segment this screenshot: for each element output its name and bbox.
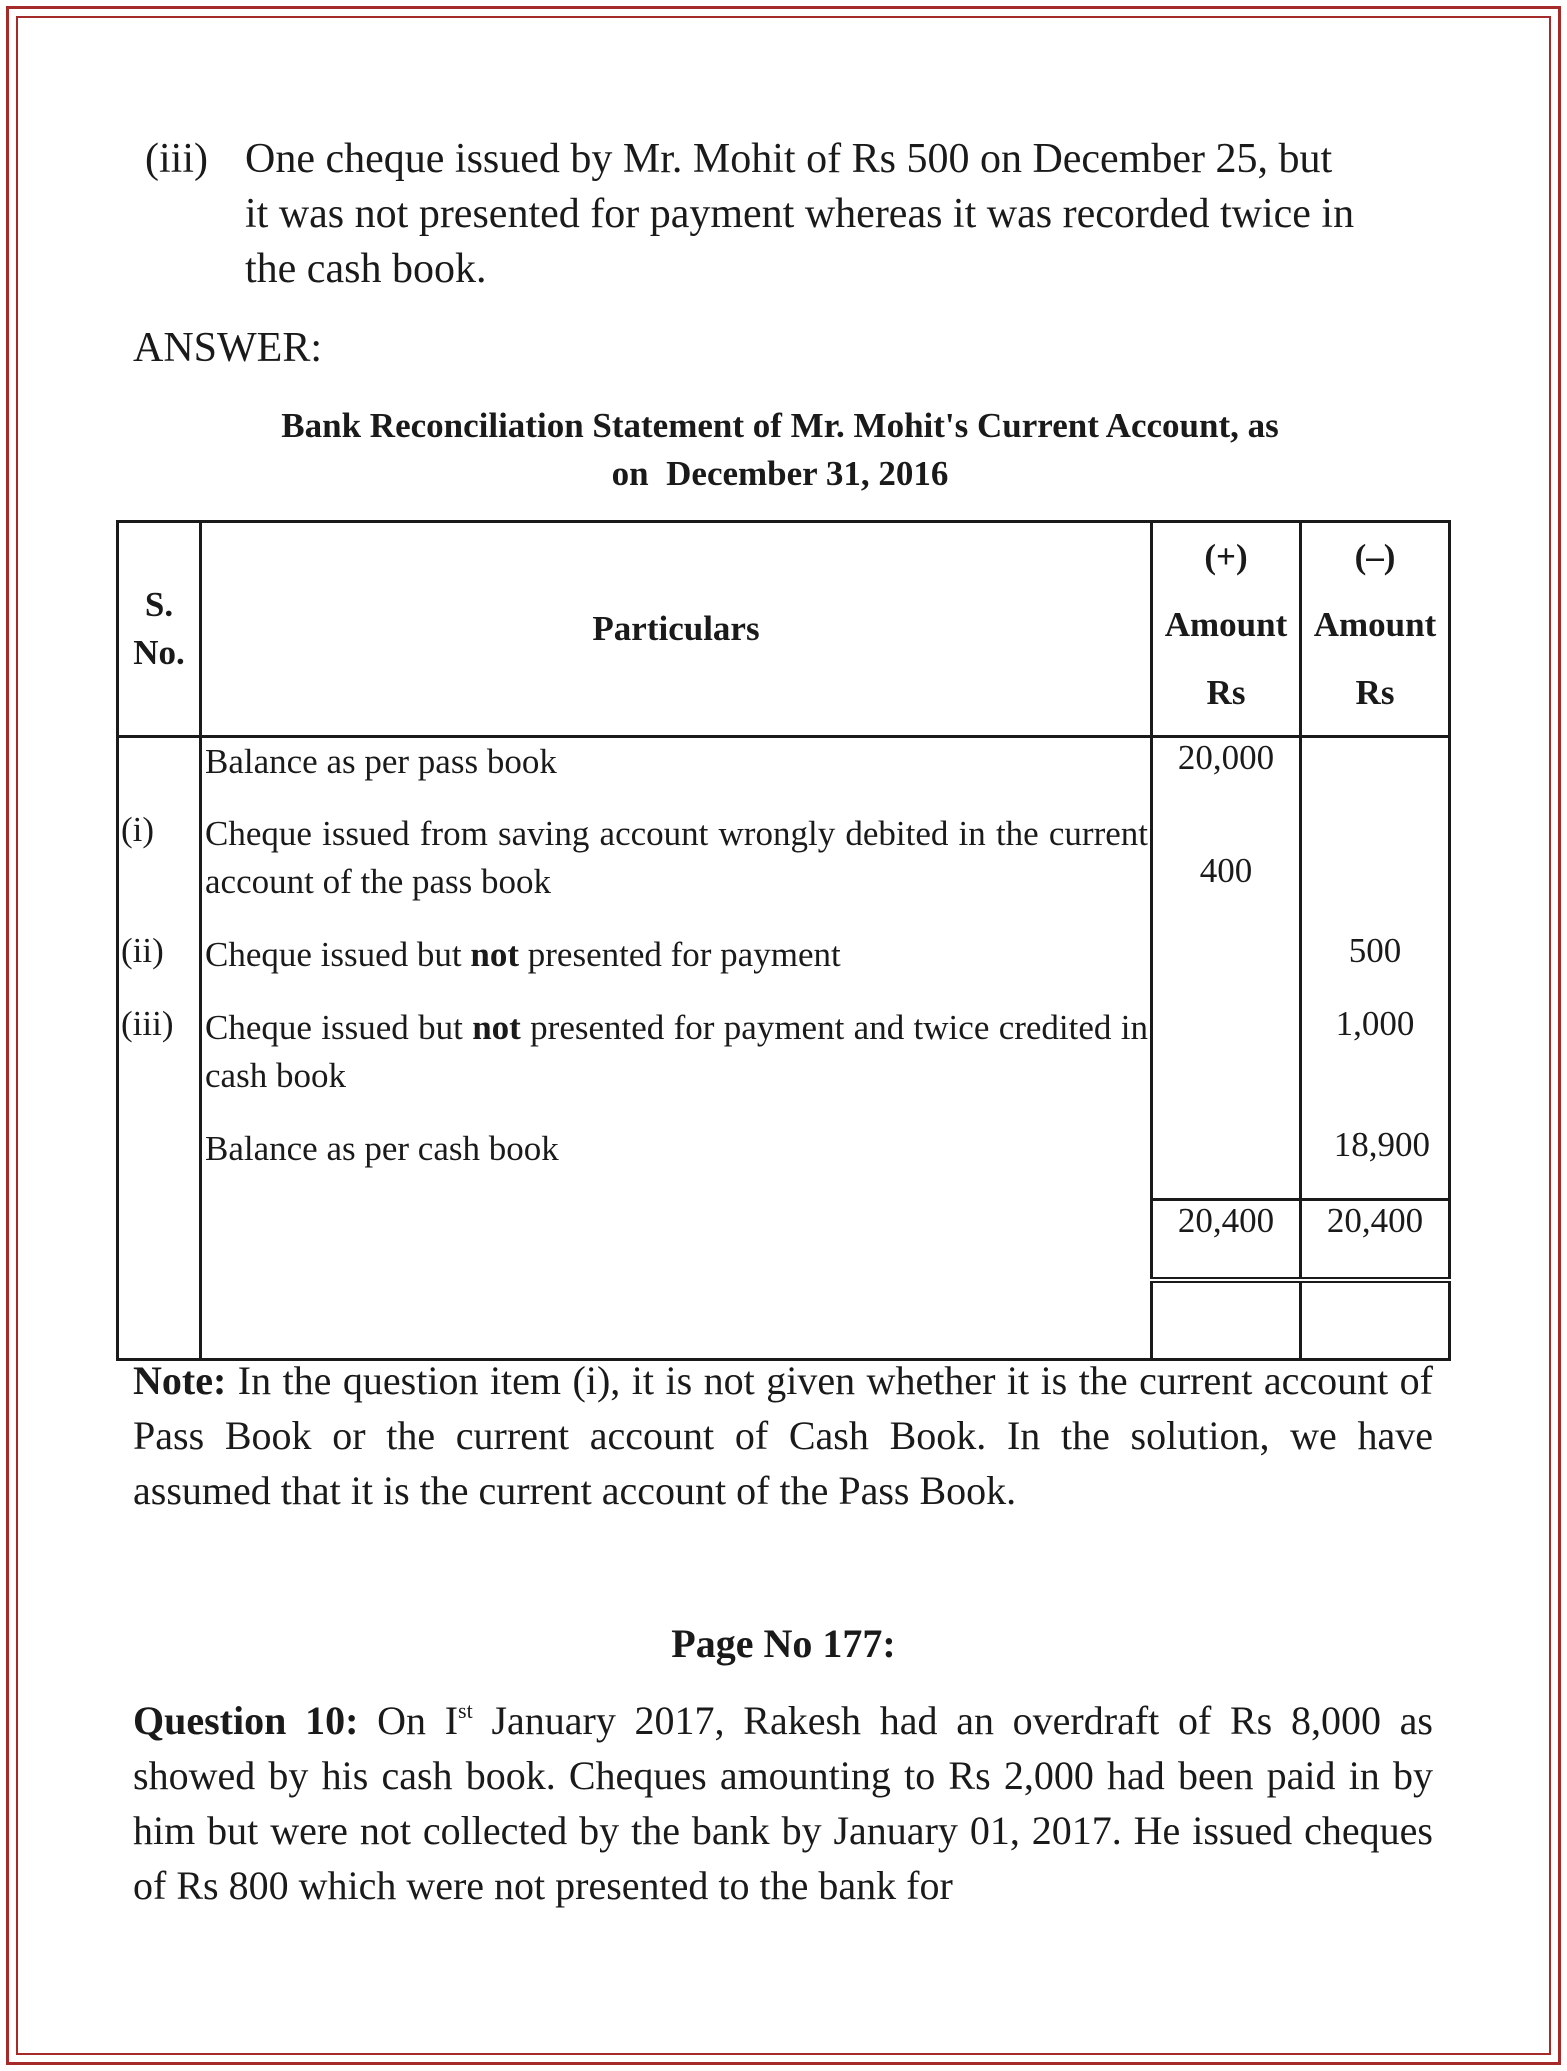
- row-sno: (ii): [118, 931, 201, 1004]
- row-minus: 18,900: [1301, 1125, 1450, 1200]
- question-sup: st: [458, 1698, 473, 1723]
- page-number-heading: Page No 177:: [671, 1621, 896, 1666]
- item-text: One cheque issued by Mr. Mohit of Rs 500 on December 25, but it was not presented for payment whereas it was recorded twice in the cash book.: [245, 136, 1355, 292]
- note-label: Note:: [133, 1358, 227, 1403]
- empty-cell: [201, 1280, 1152, 1360]
- question-label: Question 10:: [133, 1698, 359, 1743]
- header-minus-amount: [1301, 522, 1450, 737]
- amount-label-plus: Amount: [1164, 605, 1288, 644]
- row-sno: (iii): [118, 1004, 201, 1125]
- row-minus: 500: [1301, 931, 1450, 1004]
- row-particulars: Cheque issued from saving account wrongly debited in the current account of the pass book: [201, 810, 1152, 931]
- table-row: [118, 1125, 1450, 1200]
- statement-title-line2: on December 31, 2016: [611, 454, 949, 493]
- statement-title-line1: Bank Reconciliation Statement of Mr. Mohit's Current Account, as: [281, 406, 1279, 445]
- row-sno: [118, 1125, 201, 1200]
- particulars-text: presented for payment and twice credited in cash book: [205, 1008, 1148, 1095]
- empty-cell: [1301, 1280, 1450, 1360]
- table-total-row: [118, 1200, 1450, 1281]
- row-sno: [118, 737, 201, 811]
- amount-label-minus: Amount: [1313, 605, 1437, 644]
- item-number: (iii): [145, 136, 208, 182]
- note: [133, 1353, 1433, 1518]
- currency-minus: Rs: [1355, 673, 1395, 712]
- particulars-bold: not: [470, 935, 520, 974]
- statement-title: [120, 402, 1440, 498]
- table-row: [118, 737, 1450, 811]
- table-header-row: [118, 522, 1450, 737]
- empty-cell: [1152, 1280, 1301, 1360]
- row-plus: [1152, 931, 1301, 1004]
- question-10: [133, 1693, 1433, 1913]
- row-minus: [1301, 737, 1450, 811]
- row-particulars: [201, 1004, 1152, 1125]
- header-particulars: Particulars: [201, 522, 1152, 737]
- total-plus: 20,400: [1152, 1200, 1301, 1281]
- total-sno: [118, 1200, 201, 1281]
- empty-cell: [118, 1280, 201, 1360]
- table-row: [118, 1004, 1450, 1125]
- row-minus: 1,000: [1301, 1004, 1450, 1125]
- row-sno: (i): [118, 810, 201, 931]
- question-text: On I: [358, 1698, 459, 1743]
- question-text: January 2017, Rakesh had an overdraft of Rs 8,000 as showed by his cash book. Cheques amounting to Rs 2,000 had been paid in by him but were not collected by the bank by January 01, 2017. He issued cheques of Rs 800 which were not presented to the bank for: [133, 1698, 1433, 1908]
- row-minus: [1301, 810, 1450, 931]
- minus-sign: (–): [1354, 537, 1396, 576]
- answer-label: ANSWER:: [133, 325, 322, 371]
- particulars-bold: not: [472, 1008, 521, 1047]
- question-item-iii: [145, 132, 1365, 297]
- particulars-text: Cheque issued but: [205, 935, 471, 974]
- particulars-text: presented for payment: [519, 935, 841, 974]
- row-particulars: Balance as per cash book: [201, 1125, 1152, 1200]
- currency-plus: Rs: [1206, 673, 1246, 712]
- note-text: In the question item (i), it is not given whether it is the current account of Pass Book or the current account of Cash Book. In the solution, we have assumed that it is the current account of the Pass Book.: [133, 1358, 1433, 1513]
- table-row: [118, 1280, 1450, 1360]
- table-row: [118, 810, 1450, 931]
- total-particulars: [201, 1200, 1152, 1281]
- row-plus: [1152, 1004, 1301, 1125]
- row-particulars: Balance as per pass book: [201, 737, 1152, 811]
- table-row: [118, 931, 1450, 1004]
- row-plus: [1152, 1125, 1301, 1200]
- row-plus: 20,000: [1152, 737, 1301, 811]
- header-plus-amount: [1152, 522, 1301, 737]
- row-particulars: [201, 931, 1152, 1004]
- header-sno: S. No.: [118, 522, 201, 737]
- plus-sign: (+): [1204, 537, 1248, 576]
- reconciliation-table: [116, 520, 1451, 1361]
- row-plus: 400: [1152, 810, 1301, 931]
- total-minus: 20,400: [1301, 1200, 1450, 1281]
- particulars-text: Cheque issued but: [205, 1008, 473, 1047]
